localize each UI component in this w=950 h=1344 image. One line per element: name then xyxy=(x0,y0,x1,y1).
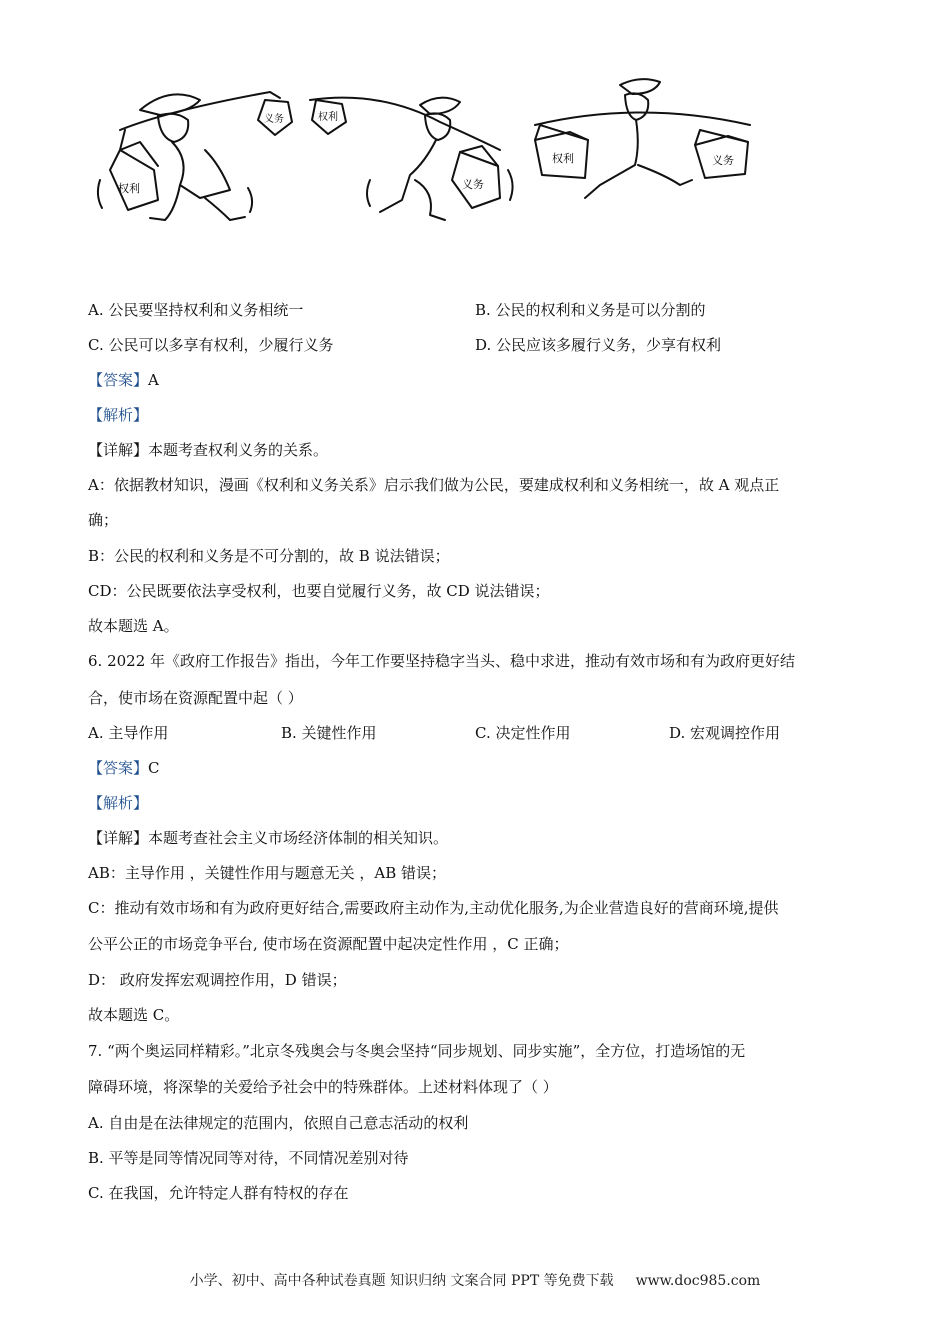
q6-explain-ab: AB：主导作用 ，关键性作用与题意无关 ，AB 错误； xyxy=(88,864,447,882)
q7-option-a: A. 自由是在法律规定的范围内，依照自己意志活动的权利 xyxy=(88,1114,469,1132)
q7-option-b: B. 平等是同等情况同等对待，不同情况差别对待 xyxy=(88,1149,409,1167)
q7-option-c: C. 在我国，允许特定人群有特权的存在 xyxy=(88,1184,349,1202)
q6-stem-line1: 6. 2022 年《政府工作报告》指出，今年工作要坚持稳字当头、稳中求进，推动有效市场和有为政府更好结 xyxy=(88,652,796,670)
cartoon-panel-1 xyxy=(98,92,292,220)
q6-option-b: B. 关键性作用 xyxy=(281,724,377,742)
q5-option-d: D. 公民应该多履行义务，少享有权利 xyxy=(475,336,722,354)
q5-analysis-tag: 【解析】 xyxy=(88,406,149,424)
q6-analysis-tag: 【解析】 xyxy=(88,794,149,812)
rights-duties-cartoon xyxy=(80,70,770,235)
q6-conclusion: 故本题选 C。 xyxy=(88,1006,180,1024)
answer-value: C xyxy=(148,759,160,777)
q5-explain-a-line1: A：依据教材知识，漫画《权利和义务关系》启示我们做为公民，要建成权利和义务相统一，故 A 观点正 xyxy=(88,476,780,494)
detail-intro: 本题考查社会主义市场经济体制的相关知识。 xyxy=(148,829,449,847)
q6-detail xyxy=(88,828,448,848)
q5-explain-cd: CD：公民既要依法享受权利，也要自觉履行义务，故 CD 说法错误； xyxy=(88,582,550,600)
q5-explain-a-line2: 确； xyxy=(88,511,119,529)
answer-tag: 【答案】 xyxy=(88,759,149,777)
q6-stem-line2: 合，使市场在资源配置中起（ ） xyxy=(88,689,303,707)
q5-answer xyxy=(88,370,159,390)
cartoon-panel-3 xyxy=(535,79,750,198)
footer-url[interactable]: www.doc985.com xyxy=(635,1273,761,1289)
q6-option-d: D. 宏观调控作用 xyxy=(669,724,781,742)
q5-option-a: A. 公民要坚持权利和义务相统一 xyxy=(88,301,304,319)
answer-value: A xyxy=(148,371,159,389)
cartoon-box-label-rights-3: 权利 xyxy=(552,152,574,165)
detail-intro: 本题考查权利义务的关系。 xyxy=(148,441,329,459)
answer-tag: 【答案】 xyxy=(88,371,149,389)
detail-tag: 【详解】 xyxy=(88,829,149,847)
cartoon-box-label-duties-2: 义务 xyxy=(462,178,484,191)
footer-text: 小学、初中、高中各种试卷真题 知识归纳 文案合同 PPT 等免费下载 xyxy=(189,1273,614,1289)
cartoon-box-label-rights-2: 权利 xyxy=(318,112,338,123)
cartoon-box-label-duties-3: 义务 xyxy=(712,154,734,167)
detail-tag: 【详解】 xyxy=(88,441,149,459)
q7-stem-line2: 障碍环境，将深挚的关爱给予社会中的特殊群体。上述材料体现了（ ） xyxy=(88,1078,558,1096)
q6-explain-c-line2: 公平公正的市场竞争平台, 使市场在资源配置中起决定性作用 ，C 正确； xyxy=(88,935,569,953)
q6-explain-d: D： 政府发挥宏观调控作用，D 错误； xyxy=(88,971,347,989)
q5-option-b: B. 公民的权利和义务是可以分割的 xyxy=(475,301,706,319)
cartoon-box-label-rights-1: 权利 xyxy=(118,182,140,195)
q5-option-c: C. 公民可以多享有权利，少履行义务 xyxy=(88,336,334,354)
q7-stem-line1: 7. “两个奥运同样精彩。”北京冬残奥会与冬奥会坚持“同步规划、同步实施”，全方位，打造场馆的无 xyxy=(88,1042,746,1060)
cartoon-panel-2 xyxy=(310,98,513,220)
q6-options-row xyxy=(88,723,868,743)
q6-answer xyxy=(88,758,160,778)
q5-detail xyxy=(88,440,328,460)
q6-option-c: C. 决定性作用 xyxy=(475,724,571,742)
cartoon-box-label-duties-1: 义务 xyxy=(264,114,284,125)
q5-conclusion: 故本题选 A。 xyxy=(88,617,179,635)
q6-explain-c-line1: C：推动有效市场和有为政府更好结合,需要政府主动作为,主动优化服务,为企业营造良好的营商环境,提供 xyxy=(88,899,779,917)
q5-explain-b: B：公民的权利和义务是不可分割的，故 B 说法错误； xyxy=(88,547,450,565)
q6-option-a: A. 主导作用 xyxy=(88,724,169,742)
page-footer xyxy=(0,1270,950,1290)
